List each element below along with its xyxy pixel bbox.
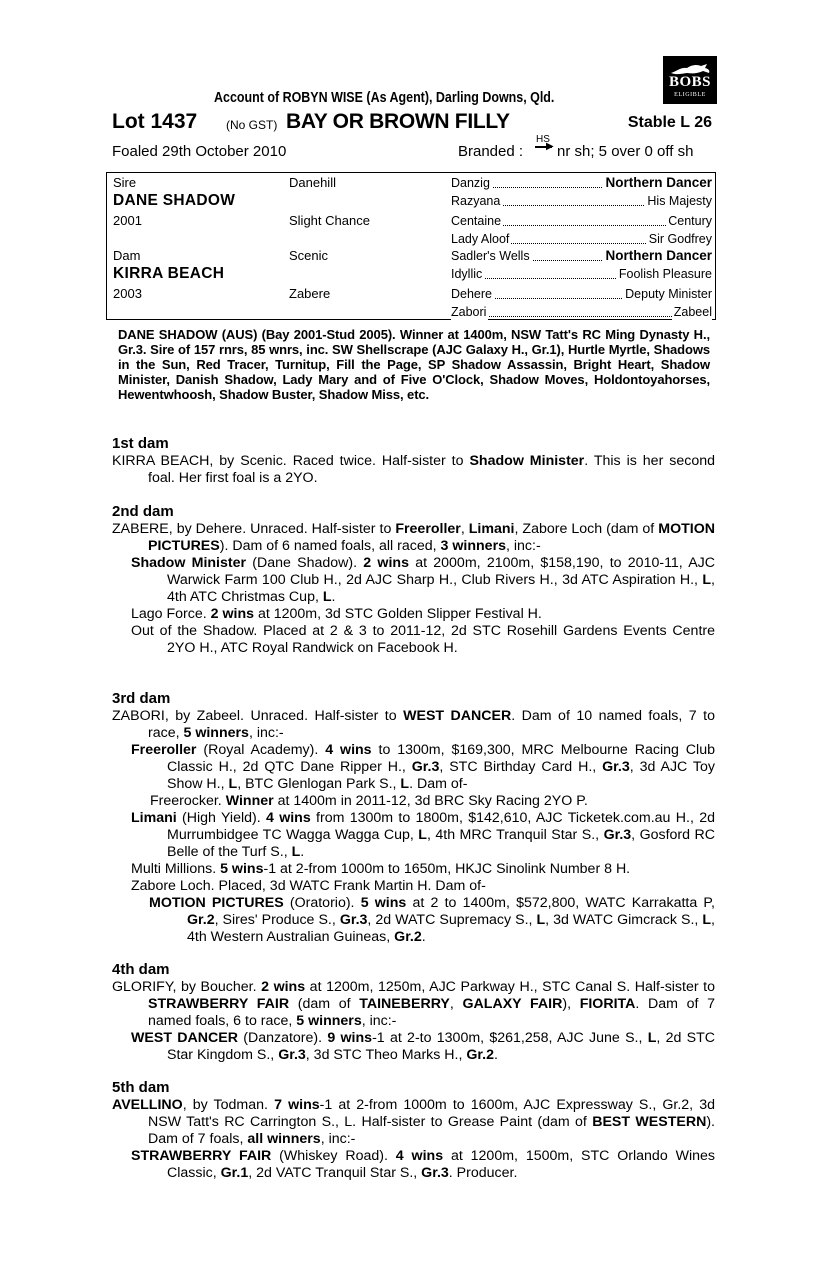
sire-label: Sire	[113, 175, 137, 190]
ggp-sire: Zabori	[451, 305, 487, 319]
dam-paragraph: ZABERE, by Dehere. Unraced. Half-sister to Freeroller, Limani, Zabore Loch (dam of MOTION PICTURES). Dam of 6 named foals, all raced, 3 winners, inc:-	[112, 521, 715, 554]
brand-detail: nr sh; 5 over 0 off sh	[557, 143, 694, 160]
sire-sire: Danehill	[289, 175, 336, 190]
foaled-date: Foaled 29th October 2010	[112, 143, 287, 160]
foal-entry: Multi Millions. 5 wins-1 at 2-from 1000m to 1650m, HKJC Sinolink Number 8 H.	[131, 861, 631, 877]
foal-entry: Freeroller (Royal Academy). 4 wins to 1300m, $169,300, MRC Melbourne Racing Club Classic H., 2d QTC Dane Ripper H., Gr.3, STC Birthday Card H., Gr.3, 3d AJC Toy Show H., L, BTC Glenlogan Park S., L. Dam of-	[131, 742, 716, 792]
dam-paragraph: AVELLINO, by Todman. 7 wins-1 at 2-from 1000m to 1600m, AJC Expressway S., Gr.2, 3d NSW Tatt's RC Carrington S., L. Half-sister to Grease Paint (dam of BEST WESTERN). Dam of 7 foals, all winners, inc:-	[112, 1097, 715, 1147]
ggp-grandsire: Sir Godfrey	[648, 232, 712, 246]
ggp-grandsire: Foolish Pleasure	[618, 267, 712, 281]
fifth-dam-section	[112, 1079, 715, 1182]
grand-foal-entry: MOTION PICTURES (Oratorio). 5 wins at 2 to 1400m, $572,800, WATC Karrakatta P, Gr.2, Sires' Produce S., Gr.3, 2d WATC Supremacy S., L, 3d WATC Gimcrack S., L, 4th Western Australian Guineas, Gr.2.	[149, 895, 715, 945]
section-heading: 4th dam	[112, 961, 170, 978]
lot-line	[112, 110, 715, 136]
horse-title: BAY OR BROWN FILLY	[286, 110, 510, 133]
dam-sire: Scenic	[289, 248, 329, 263]
ggp-sire: Danzig	[451, 176, 490, 190]
great-grandparent-row	[451, 304, 712, 321]
dam-name: KIRRA BEACH	[113, 265, 225, 282]
ggp-grandsire: His Majesty	[647, 194, 712, 208]
dam-paragraph: ZABORI, by Zabeel. Unraced. Half-sister to WEST DANCER. Dam of 10 named foals, 7 to race, 5 winners, inc:-	[112, 708, 715, 741]
brand-mark	[535, 135, 553, 159]
foal-entry: Lago Force. 2 wins at 1200m, 3d STC Golden Slipper Festival H.	[131, 606, 542, 622]
great-grandparent-row	[451, 213, 712, 230]
grand-foal-entry: Freerocker. Winner at 1400m in 2011-12, 3d BRC Sky Racing 2YO P.	[150, 793, 588, 809]
ggp-grandsire: Century	[668, 214, 712, 228]
foal-entry: WEST DANCER (Danzatore). 9 wins-1 at 2-to 1300m, $261,258, AJC June S., L, 2d STC Star Kingdom S., Gr.3, 3d STC Theo Marks H., Gr.2.	[131, 1030, 716, 1063]
ggp-grandsire: Northern Dancer	[605, 248, 712, 263]
great-grandparent-row	[451, 266, 712, 283]
first-dam-section	[112, 435, 715, 487]
section-heading: 1st dam	[112, 435, 169, 452]
second-dam-section	[112, 503, 715, 657]
logo-subtext: ELIGIBLE	[674, 92, 706, 98]
fourth-dam-section	[112, 961, 715, 1064]
ggp-grandsire: Northern Dancer	[605, 175, 712, 190]
section-heading: 2nd dam	[112, 503, 174, 520]
ggp-sire: Lady Aloof	[451, 232, 510, 246]
foaled-line	[112, 134, 715, 163]
dam-paragraph: KIRRA BEACH, by Scenic. Raced twice. Half-sister to Shadow Minister. This is her second foal. Her first foal is a 2YO.	[112, 453, 715, 486]
ggp-sire: Dehere	[451, 287, 492, 301]
ggp-sire: Centaine	[451, 214, 502, 228]
great-grandparent-row	[451, 248, 712, 265]
third-dam-section	[112, 690, 715, 946]
pedigree-table	[106, 172, 716, 320]
great-grandparent-row	[451, 231, 712, 248]
section-heading: 5th dam	[112, 1079, 170, 1096]
bobs-eligible-logo	[663, 56, 717, 104]
brand-letters: HS	[536, 134, 550, 145]
ggp-sire: Razyana	[451, 194, 501, 208]
great-grandparent-row	[451, 286, 712, 303]
sire-dam: Slight Chance	[289, 213, 370, 228]
ggp-grandsire: Deputy Minister	[625, 287, 712, 301]
foal-entry: Limani (High Yield). 4 wins from 1300m to 1800m, $142,610, AJC Ticketek.com.au H., 2d Murrumbidgee TC Wagga Wagga Cup, L, 4th MRC Tranquil Star S., Gr.3, Gosford RC Belle of the Turf S., L.	[131, 810, 716, 860]
brand-arrowhead-icon: ▶	[546, 141, 554, 152]
dam-label: Dam	[113, 248, 141, 263]
logo-text: BOBS	[668, 74, 712, 90]
dam-dam: Zabere	[289, 286, 331, 301]
sire-year: 2001	[113, 213, 142, 228]
foal-entry: Zabore Loch. Placed, 3d WATC Frank Martin H. Dam of-	[131, 878, 486, 894]
gst-note: (No GST)	[226, 118, 278, 132]
foal-entry: Out of the Shadow. Placed at 2 & 3 to 2011-12, 2d STC Rosehill Gardens Events Centre 2YO H., ATC Royal Randwick on Facebook H.	[131, 623, 715, 656]
sire-name: DANE SHADOW	[113, 192, 236, 209]
foal-entry: STRAWBERRY FAIR (Whiskey Road). 4 wins at 1200m, 1500m, STC Orlando Wines Classic, Gr.1, 2d VATC Tranquil Star S., Gr.3. Producer.	[131, 1148, 715, 1181]
section-heading: 3rd dam	[112, 690, 171, 707]
great-grandparent-row	[451, 175, 712, 192]
great-grandparent-row	[451, 193, 712, 210]
sire-summary: DANE SHADOW (AUS) (Bay 2001-Stud 2005). Winner at 1400m, NSW Tatt's RC Ming Dynasty H., Gr.3. Sire of 157 rnrs, 85 wnrs, inc. SW Shellscrape (AJC Galaxy H., Gr.1), Hurtle Myrtle, Shadows in the Sun, Red Tracer, Turnitup, Fill the Page, SP Shadow Assassin, Bright Heart, Shadow Minister, Danish Shadow, Lady Mary and of Five O'Clock, Shadow Moves, Holdontoyahorses, Hewentwhoosh, Shadow Buster, Shadow Miss, etc.	[118, 327, 710, 402]
stable-number: Stable L 26	[627, 114, 712, 131]
ggp-sire: Idyllic	[451, 267, 483, 281]
ggp-grandsire: Zabeel	[673, 305, 712, 319]
branded-label: Branded :	[458, 143, 524, 160]
dam-paragraph: GLORIFY, by Boucher. 2 wins at 1200m, 1250m, AJC Parkway H., STC Canal S. Half-sister to STRAWBERRY FAIR (dam of TAINEBERRY, GALAXY FAIR), FIORITA. Dam of 7 named foals, 6 to race, 5 winners, inc:-	[112, 979, 716, 1029]
lot-number: Lot 1437	[112, 110, 198, 133]
dam-year: 2003	[113, 286, 142, 301]
ggp-sire: Sadler's Wells	[451, 249, 530, 263]
foal-entry: Shadow Minister (Dane Shadow). 2 wins at 2000m, 2100m, $158,190, to 2010-11, AJC Warwick Farm 100 Club H., 2d AJC Sharp H., Club Rivers H., 3d ATC Aspiration H., L, 4th ATC Christmas Cup, L.	[131, 555, 715, 605]
vendor-account: Account of ROBYN WISE (As Agent), Darling Downs, Qld.	[214, 90, 555, 106]
